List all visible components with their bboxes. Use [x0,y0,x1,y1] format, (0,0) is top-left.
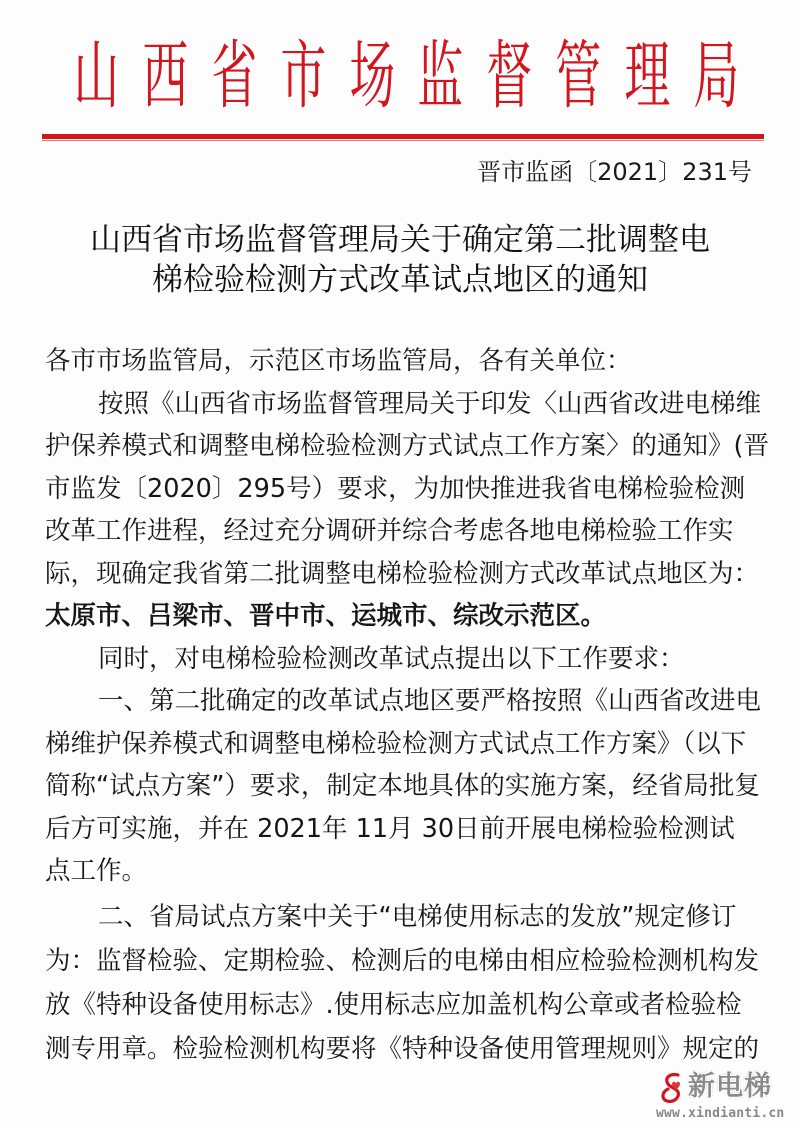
site-watermark [650,1068,800,1126]
masthead-char: 山 [73,33,120,119]
notice-title-line-1: 山西省市场监督管理局关于确定第二批调整电 [90,222,710,258]
agency-masthead [62,34,742,118]
salutation: 各市市场监管局，示范区市场监管局，各有关单位： [45,346,632,376]
masthead-char: 管 [555,33,602,119]
body-line: 同时，对电梯检验检测改革试点提出以下工作要求： [98,643,685,674]
body-line: 护保养模式和调整电梯检验检测方式试点工作方案〉的通知》(晋 [45,431,769,461]
body-line: 际，现确定我省第二批调整电梯检验检测方式改革试点地区为： [45,558,760,589]
pilot-regions-line: 太原市、吕梁市、晋中市、运城市、综改示范区。 [45,601,607,631]
red-divider-thin [42,140,764,141]
body-line: 按照《山西省市场监督管理局关于印发〈山西省改进电梯维 [98,388,762,419]
body-line: 后方可实施，并在 2021年 11月 30日前开展电梯检验检测试 [45,813,735,844]
masthead-char: 省 [211,33,258,119]
masthead-char: 监 [417,33,464,119]
masthead-char: 局 [693,33,740,119]
body-line: 梯维护保养模式和调整电梯检验检测方式试点工作方案》（以下 [45,728,747,759]
body-line: 简称“试点方案”）要求，制定本地具体的实施方案，经省局批复 [45,771,760,801]
body-line: 测专用章。检验检测机构要将《特种设备使用管理规则》规定的 [45,1034,760,1064]
requirement-1-line: 一、第二批确定的改革试点地区要严格按照《山西省改进电 [98,686,762,716]
notice-title-line-2: 梯检验检测方式改革试点地区的通知 [152,262,648,298]
body-line: 为：监督检验、定期检验、检测后的电梯由相应检验检测机构发 [45,946,760,976]
masthead-char: 督 [486,33,533,119]
watermark-name: 新电梯 [688,1071,772,1102]
xindianti-logo-icon [658,1072,686,1106]
red-divider [42,134,764,139]
body-line: 点工作。 [45,856,148,886]
watermark-url: www.xindianti.cn [656,1106,785,1121]
masthead-char: 场 [348,33,395,119]
masthead-char: 西 [142,33,189,119]
body-line: 改革工作进程，经过充分调研并综合考虑各地电梯检验工作实 [45,516,734,546]
body-line: 市监发〔2020〕295号）要求，为加快推进我省电梯检验检测 [45,473,746,504]
masthead-char: 理 [624,33,671,119]
body-line: 放《特种设备使用标志》.使用标志应加盖机构公章或者检验检 [45,990,742,1020]
document-number: 晋市监函〔2021〕231号 [477,158,752,186]
notice-title [40,220,760,300]
masthead-char: 市 [280,33,326,119]
document-body [45,340,769,1071]
requirement-2-line: 二、省局试点方案中关于“电梯使用标志的发放”规定修订 [98,902,737,932]
